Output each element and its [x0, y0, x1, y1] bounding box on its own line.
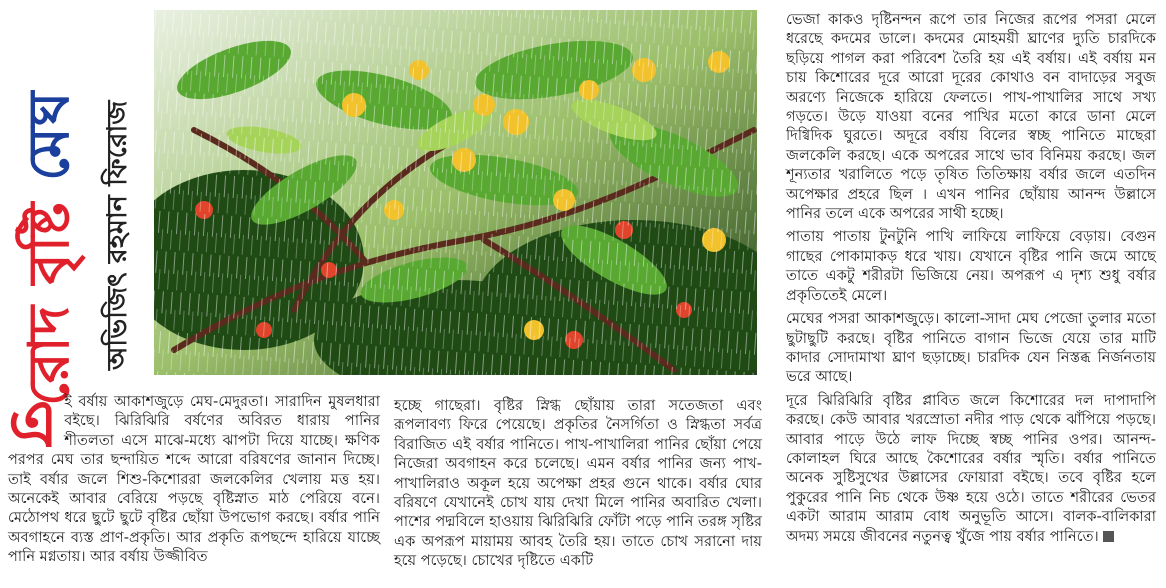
article-paragraph: পাতায় পাতায় টুনটুনি পাখি লাফিয়ে লাফিয়ে বেড়ায়। বেগুন গাছের পোকামাকড় ধরে খায়। যেখানে বৃষ্টির পানি জমে আছে তাতে একটু শরীরটা ভিজিয়ে নেয়। অপরূপ এ দৃশ্য শুধু বর্ষার প্রকৃতিতেই মেলে।	[786, 228, 1156, 304]
article-column-1	[8, 385, 380, 567]
headline-word-brishti: বৃষ্টি	[17, 201, 82, 285]
headline-word-rod: রোদ	[17, 304, 82, 406]
article-column-3	[786, 10, 1156, 546]
article-paragraph: ই বর্ষায় আকাশজুড়ে মেঘ-মেদুরতা। সারাদিন মুষলধারা বইছে। ঝিরিঝিরি বর্ষণের অবিরত ধারায় পানির শীতলতা এসে মাঝে-মধ্যে ঝাপটা দিয়ে যাচ্ছে। ক্ষণিক পরপর মেঘ তার ছন্দায়িত শব্দে আরো বরিষণের জানান দিচ্ছে। তাই বর্ষার জলে শিশু-কিশোররা জলকেলির খেলায় মত্ত হয়। অনেকেই আবার বেরিয়ে পড়ছে বৃষ্টিস্নাত মাঠ পেরিয়ে বনে। মেঠোপথ ধরে ছুটে ছুটে বৃষ্টির ছোঁয়া উপভোগ করছে। বর্ষার পানি অবগাহনে ব্যস্ত প্রাণ-প্রকৃতি। আর প্রকৃতি রূপছন্দে হারিয়ে যাচ্ছে পানি মগ্নতায়। আর বর্ষায় উজ্জীবিত	[8, 393, 380, 566]
title-block	[4, 10, 150, 410]
article-paragraph: ভেজা কাকও দৃষ্টিনন্দন রূপে তার নিজের রূপের পসরা মেলে ধরেছে কদমের ডালে। কদমের মোহময়ী ঘ্রাণের দ্যুতি চারদিকে ছড়িয়ে পাগল করা পরিবেশ তৈরি হয় এই বর্ষায়। এই বর্ষায় মন চায় কিশোরের দূরে আরো দূরের কোথাও বন বাদাড়ের সবুজ অরণ্যে নিজেকে হারিয়ে ফেলতে। পাখ-পাখালির সাথে সখ্য গড়তে। উড়ে যাওয়া বনের পাখির মতো কারে ডানা মেলে দিগ্বিদিক ঘুরতে। অদূরে বর্ষায় বিলের স্বচ্ছ পানিতে মাছেরা জলকেলি করছে। একে অপরের সাথে ভাব বিনিময় করছে। জল শূন্যতার খরালিতে পড়ে তৃষিত তিতিক্ষায় বর্ষার জলে এতদিন অপেক্ষার প্রহরে ছিল । এখন পানির ছোঁয়ায় আনন্দ উল্লাসে পানির তলে একে অপরের সাথী হচ্ছে।	[786, 11, 1156, 223]
byline: অভিজিৎ রহমান ফিরোজ	[102, 100, 133, 370]
tree-with-kadam-flowers-in-rain-photo	[154, 10, 757, 375]
headline-word-megh: মেঘ	[17, 90, 82, 182]
drop-cap: এ	[8, 385, 59, 462]
article-paragraph: হচ্ছে গাছেরা। বৃষ্টির স্নিগ্ধ ছোঁয়ায় তারা সতেজতা এবং রূপলাবণ্য ফিরে পেয়েছে। প্রকৃতির নৈসর্গিতা ও স্নিগ্ধতা সর্বত্র বিরাজিত এই বর্ষার পানিতে। পাখ-পাখালিরা পানির ছোঁয়া পেয়ে নিজেরা অবগাহন করে চলেছে। এমন বর্ষার পানির জন্য পাখ-পাখালিরাও অকূল হয়ে অপেক্ষা প্রহর গুনে থাকে। বর্ষার ঘোর বরিষণে যেখানেই চোখ যায় দেখা মিলে পানির অবারিত খেলা। পাশের পদ্মবিলে হাওয়ায় ঝিরিঝিরি ফোঁটা পড়ে পানি তরঙ্গ সৃষ্টির এক অপরূপ মায়াময় আবহ তৈরি হয়। তাতে চোখ সরানো দায় হয়ে পড়েছে। চোখের দৃষ্টিতে একটি	[394, 397, 762, 570]
article-paragraph-last	[786, 391, 1156, 546]
rainy-tree-photo	[154, 10, 757, 375]
article-paragraph-text: দূরে ঝিরিঝিরি বৃষ্টির প্লাবিত জলে কিশোরের দল দাপাদাপি করছে। কেউ আবার খরস্রোতা নদীর পাড় থেকে ঝাঁপিয়ে পড়ছে। আবার পাড়ে উঠে লাফ দিচ্ছে স্বচ্ছ পানির ওপর। আনন্দ-কোলাহল ঘিরে আছে কৈশোরের বর্ষার স্মৃতি। বর্ষার পানিতে অনেক সুষ্টিসুখের উল্লাসের ফোয়ারা বইছে। তবে বৃষ্টির হলে পুকুরের পানি নিচ থেকে উষ্ণ হয়ে ওঠে। তাতে শরীরের ভেতর একটা আরাম আরাম বোধ অনুভূতি আসে। বালক-বালিকারা অদম্য সময়ে জীবনের নতুনত্ব খুঁজে পায় বর্ষার পানিতে।	[786, 391, 1156, 545]
article-paragraph: মেঘের পসরা আকাশজুড়ে। কালো-সাদা মেঘ পেজো তুলার মতো ছুটাছুটি করছে। বৃষ্টির পানিতে বাগান ভিজে যেয়ে তার মাটি কাদার সোদামাখা ঘ্রাণ ছড়াচ্ছে। চারদিক যেন নিস্তব্ধ নির্জনতায় ভরে আছে।	[786, 310, 1156, 386]
headline	[17, 90, 82, 406]
article-column-2	[394, 396, 762, 571]
end-mark-icon	[1103, 531, 1114, 542]
